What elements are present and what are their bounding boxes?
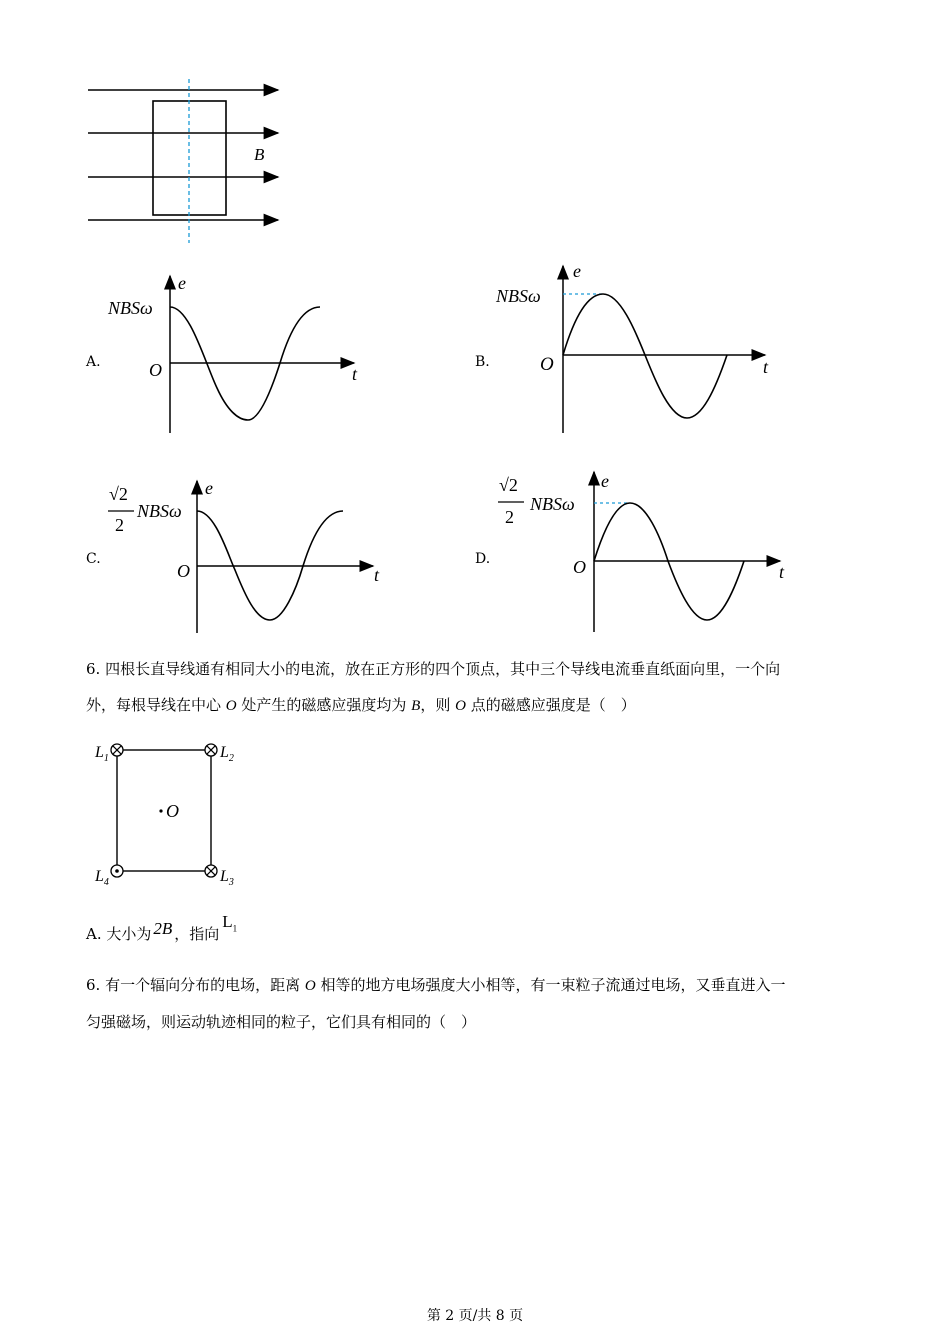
fraction-denominator: 2 [505, 507, 514, 527]
wire-label-l1: $L_1$ [95, 744, 109, 764]
option-a-label: A. [86, 354, 101, 370]
graph-b [490, 260, 780, 440]
question-6a-line1: 6. 四根长直导线通有相同大小的电流，放在正方形的四个顶点，其中三个导线电流垂直纸面向里，一个向 [86, 660, 781, 678]
q6a-text: 点的磁感应强度是（ ） [465, 696, 636, 714]
option-c-label: C. [86, 551, 101, 567]
q6b-text: 相等的地方电场强度大小相等，有一束粒子流通过电场，又垂直进入一 [315, 976, 786, 994]
q6a-symbol-b: B [411, 698, 421, 714]
peak-label: NBSω [530, 494, 575, 514]
origin-label: O [149, 360, 162, 380]
e-axis-label: e [205, 478, 213, 498]
square-outline [117, 750, 211, 871]
option-d-label: D. [475, 551, 491, 567]
e-axis-label: e [573, 261, 581, 281]
wire-into-page-icon [205, 865, 217, 877]
graph-a [100, 270, 370, 440]
sine-curve [563, 294, 727, 418]
peak-label: NBSω [496, 286, 541, 306]
t-axis-label: t [352, 364, 358, 384]
center-label: O [166, 801, 179, 821]
center-dot [159, 809, 162, 812]
wire-label-l2: $L_2$ [220, 744, 234, 764]
q6a-text: 外，每根导线在中心 [86, 696, 226, 714]
t-axis-label: t [374, 565, 380, 585]
origin-label: O [573, 557, 586, 577]
t-axis-label: t [763, 357, 769, 377]
answer-a-value: 2B [153, 919, 173, 938]
peak-label: NBSω [108, 298, 153, 318]
coil-field-figure [80, 75, 300, 250]
q6a-symbol-o: O [225, 698, 237, 714]
option-b-label: B. [475, 354, 490, 370]
wire-out-of-page-icon [111, 865, 123, 877]
question-6b-line2: 匀强磁场，则运动轨迹相同的粒子，它们具有相同的（ ） [86, 1013, 477, 1031]
graph-c [100, 475, 400, 640]
origin-label: O [540, 354, 554, 375]
e-axis-label: e [601, 471, 609, 491]
answer-option-a [86, 912, 238, 950]
fraction-numerator: √2 [499, 475, 518, 495]
fraction-numerator: √2 [109, 484, 128, 504]
answer-a-mid: ，指向 [174, 925, 220, 943]
question-6a-line2 [86, 695, 636, 716]
q6a-symbol-o: O [455, 698, 466, 714]
question-6b-line1 [86, 975, 785, 996]
wire-into-page-icon [205, 744, 217, 756]
answer-a-target: $L_1$ [222, 912, 238, 934]
origin-label: O [177, 561, 190, 581]
field-label: B [254, 145, 265, 164]
wire-into-page-icon [111, 744, 123, 756]
q6a-text: 处产生的磁感应强度均为 [236, 696, 412, 714]
wire-label-l4: $L_4$ [95, 868, 109, 888]
page-footer: 第 2 页/共 8 页 [426, 1308, 524, 1324]
t-axis-label: t [779, 562, 785, 582]
answer-a-prefix: A. 大小为 [86, 925, 152, 943]
graph-d [490, 466, 800, 636]
peak-label: NBSω [137, 501, 182, 521]
wire-label-l3: $L_3$ [220, 868, 234, 888]
q6a-text: ，则 [420, 696, 456, 714]
q6b-symbol-o: O [304, 978, 316, 994]
e-axis-label: e [178, 273, 186, 293]
square-wires-figure [90, 735, 250, 895]
fraction-denominator: 2 [115, 515, 124, 535]
q6b-text: 6. 有一个辐向分布的电场，距离 [86, 976, 305, 994]
